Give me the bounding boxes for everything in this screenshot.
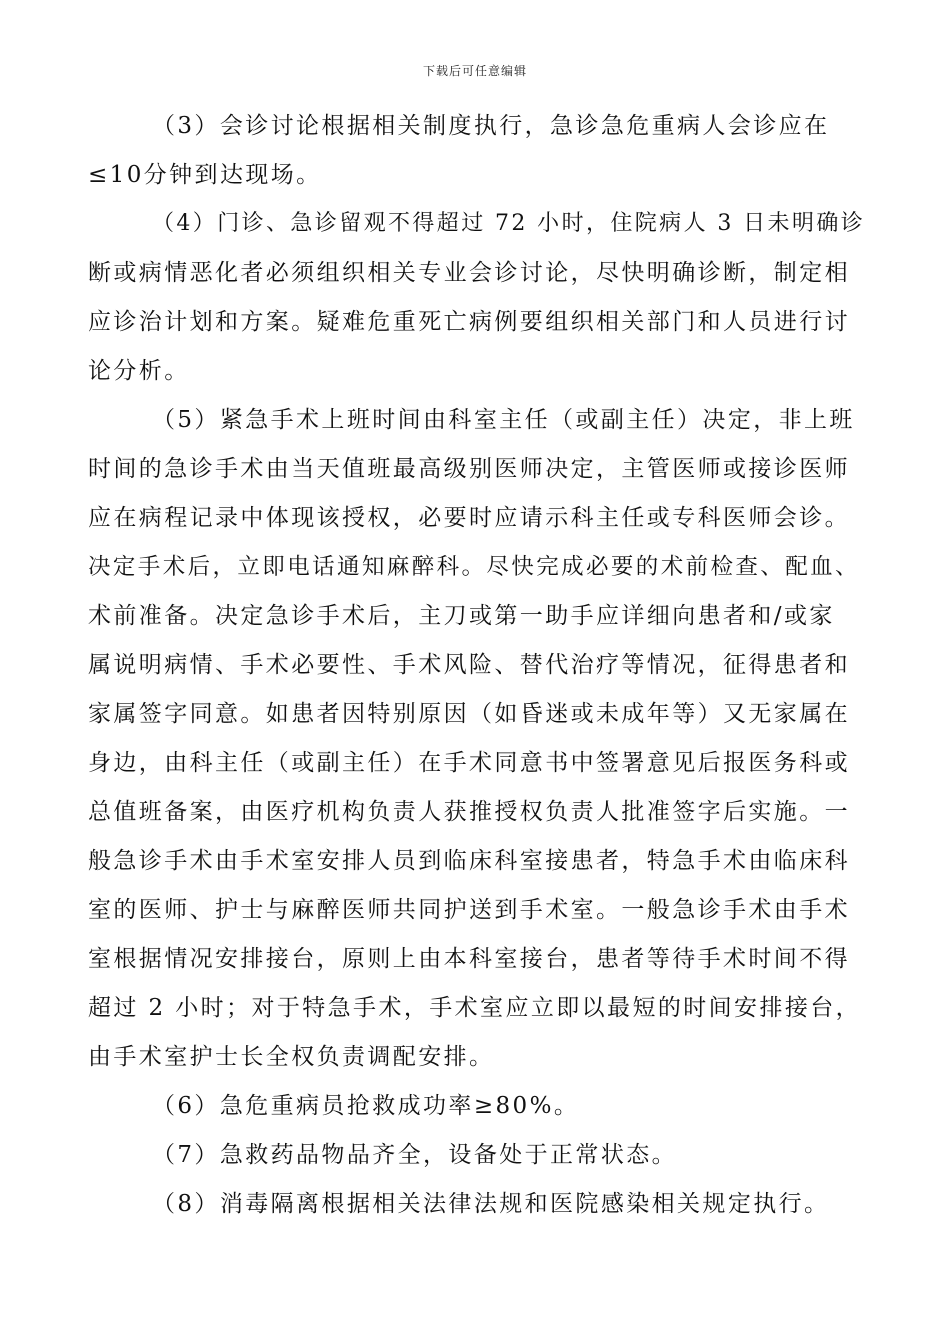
- text-line: ≤10分钟到达现场。: [88, 162, 322, 188]
- text-line: （5）紧急手术上班时间由科室主任（或副主任）决定，非上班: [152, 407, 855, 433]
- text-line: 属说明病情、手术必要性、手术风险、替代治疗等情况，征得患者和: [88, 652, 850, 678]
- text-line: （8）消毒隔离根据相关法律法规和医院感染相关规定执行。: [152, 1191, 830, 1217]
- text-line: 身边，由科主任（或副主任）在手术同意书中签署意见后报医务科或: [88, 750, 850, 776]
- text-line: 室的医师、护士与麻醉医师共同护送到手术室。一般急诊手术由手术: [88, 897, 850, 923]
- text-line: 应诊治计划和方案。疑难危重死亡病例要组织相关部门和人员进行讨: [88, 309, 850, 335]
- text-line: 由手术室护士长全权负责调配安排。: [88, 1044, 495, 1070]
- text-line: （6）急危重病员抢救成功率≥80%。: [152, 1093, 580, 1119]
- text-line: 总值班备案，由医疗机构负责人获推授权负责人批准签字后实施。一: [88, 799, 850, 825]
- text-line: 术前准备。决定急诊手术后，主刀或第一助手应详细向患者和/或家: [88, 603, 835, 629]
- text-line: （4）门诊、急诊留观不得超过 72 小时，住院病人 3 日未明确诊: [152, 211, 866, 236]
- text-line: 般急诊手术由手术室安排人员到临床科室接患者，特急手术由临床科: [88, 848, 850, 874]
- text-line: 应在病程记录中体现该授权，必要时应请示科主任或专科医师会诊。: [88, 505, 850, 531]
- text-line: 时间的急诊手术由当天值班最高级别医师决定，主管医师或接诊医师: [88, 456, 850, 482]
- text-line: （7）急救药品物品齐全，设备处于正常状态。: [152, 1142, 678, 1168]
- text-line: 决定手术后，立即电话通知麻醉科。尽快完成必要的术前检查、配血、: [88, 554, 860, 580]
- text-line: 断或病情恶化者必须组织相关专业会诊讨论，尽快明确诊断，制定相: [88, 260, 850, 286]
- text-line: 家属签字同意。如患者因特别原因（如昏迷或未成年等）又无家属在: [88, 701, 850, 727]
- text-line: 超过 2 小时；对于特急手术，手术室应立即以最短的时间安排接台，: [88, 995, 862, 1021]
- page-header: 下载后可任意编辑: [422, 64, 527, 78]
- text-line: 室根据情况安排接台，原则上由本科室接台，患者等待手术时间不得: [88, 946, 850, 972]
- text-line: 论分析。: [88, 358, 190, 384]
- text-line: （3）会诊讨论根据相关制度执行，急诊急危重病人会诊应在: [152, 113, 830, 139]
